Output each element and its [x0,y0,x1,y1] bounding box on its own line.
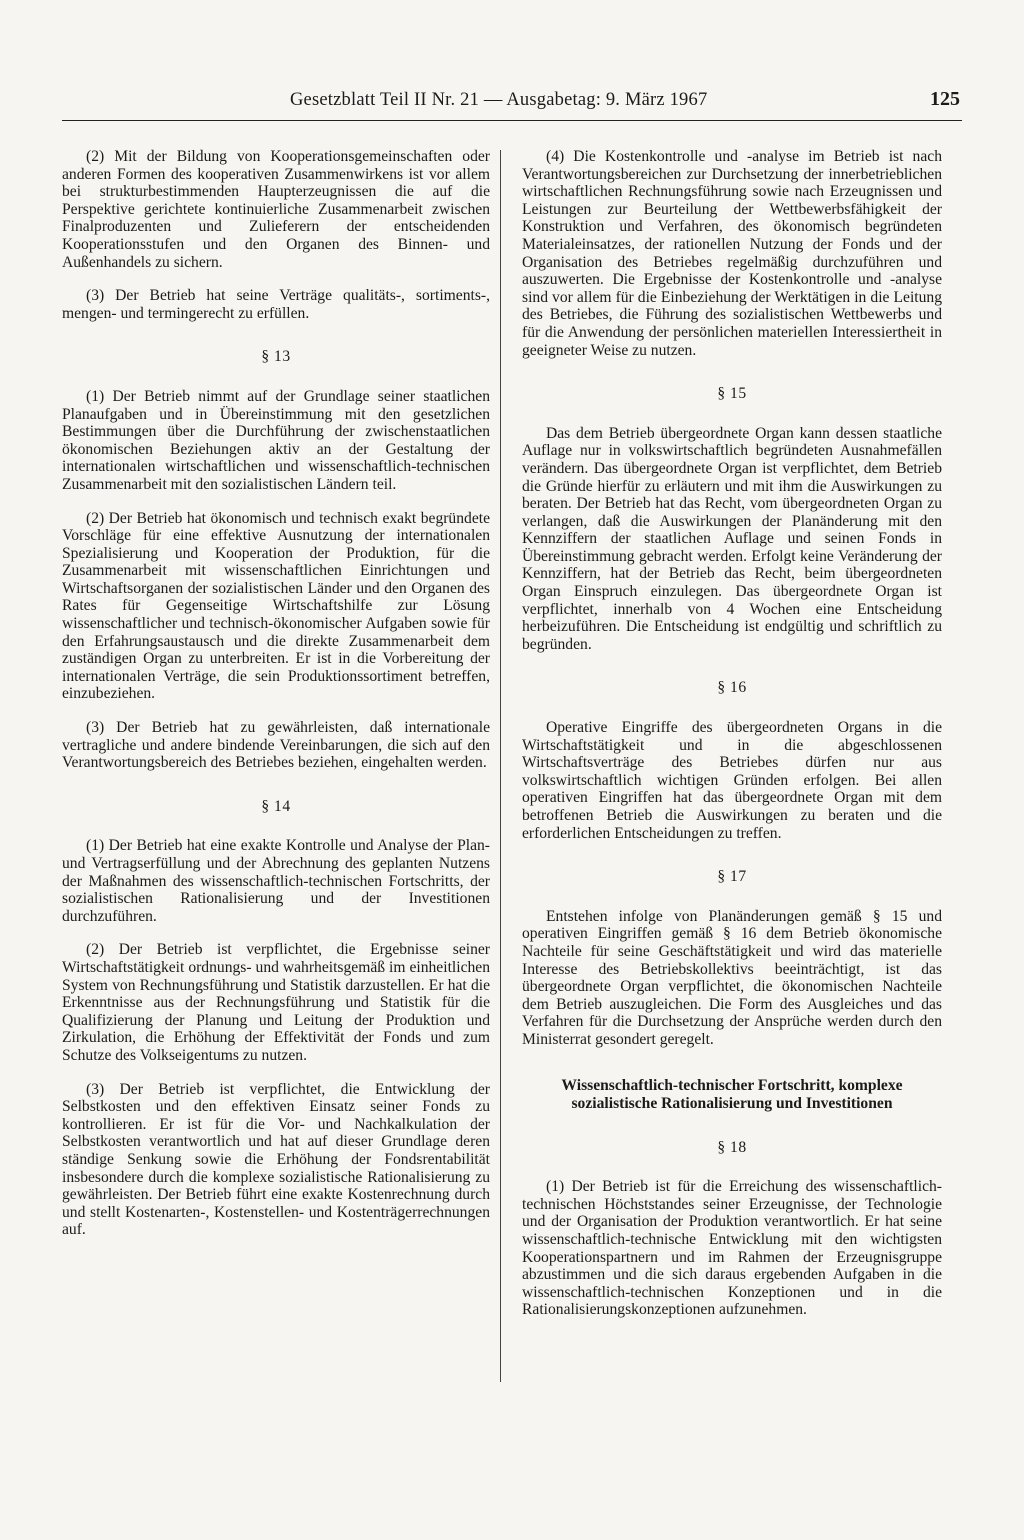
paragraph-14-3: (3) Der Betrieb ist verpflichtet, die Entwicklung der Selbstkosten und den effektiven Einsatz seiner Fonds zu kontrollieren. Er ist für die Vor- und Nachkalkulation der Selbstkosten verantwortlich und hat auf dieser Grundlage deren ständige Senkung sowie die Erhöhung der Fondsrentabilität insbesondere durch die komplexe sozialistische Rationalisierung zu gewährleisten. Der Betrieb führt eine exakte Kostenrechnung durch und stellt Kostenarten-, Kostenstellen- und Kostenträgerrechnungen auf. [62,1080,490,1239]
paragraph-14-4: (4) Die Kostenkontrolle und -analyse im Betrieb ist nach Verantwortungsbereichen zur Durchsetzung der innerbetrieblichen wirtschaftlichen Rechnungsführung sowie nach Erzeugnissen und Leistungen zur Beurteilung der Wettbewerbsfähigkeit der Konstruktion und Verfahren, des ökonomisch begründeten Materialeinsatzes, der rationellen Nutzung der Fonds und der Organisation des Betriebes regelmäßig durchzuführen und auszuwerten. Die Ergebnisse der Kostenkontrolle und -analyse sind vor allem für die Einbeziehung der Werktätigen in die Leitung des Betriebes, die Führung des sozialistischen Wettbewerbs und für die Anwendung der persönlichen materiellen Interessiertheit in geeigneter Weise zu nutzen. [522,148,942,359]
header-title: Gesetzblatt Teil II Nr. 21 — Ausgabetag: 9. März 1967 [290,90,708,110]
paragraph-16: Operative Eingriffe des übergeordneten Organs in die Wirtschaftstätigkeit und in die abgeschlossenen Wirtschaftsverträge des Betriebes dürfen nur aus volkswirtschaftlich wichtigen Gründen erfolgen. Bei allen operativen Eingriffen hat das übergeordnete Organ mit dem betroffenen Betrieb die Auswirkungen zu beraten und die erforderlichen Entscheidungen zu treffen. [522,719,942,842]
section-14-title: § 14 [261,797,291,815]
column-divider [500,150,501,1382]
paragraph-13-3: (3) Der Betrieb hat zu gewährleisten, daß internationale vertragliche und andere bindende Vereinbarungen, die sich auf den Verantwortungsbereich des Betriebes beziehen, eingehalten werden. [62,719,490,772]
chapter-heading-line-2: sozialistische Rationalisierung und Investitionen [571,1094,893,1112]
paragraph-14-1: (1) Der Betrieb hat eine exakte Kontrolle und Analyse der Plan- und Vertragserfüllung und der Abrechnung des geplanten Nutzens der Maßnahmen des wissenschaftlich-technischen Fortschritts, der sozialistischen Rationalisierung und der Investitionen durchzuführen. [62,837,490,925]
page-header [62,86,962,121]
chapter-heading-line-1: Wissenschaftlich-technischer Fortschritt, komplexe [561,1076,903,1094]
chapter-heading [522,1077,942,1113]
section-17-title: § 17 [717,868,747,886]
section-15-title: § 15 [717,385,747,403]
paragraph-18-1: (1) Der Betrieb ist für die Erreichung des wissenschaftlich-technischen Höchststandes seiner Erzeugnisse, der Technologie und der Organisation der Produktion verantwortlich. Er hat seine wissenschaftlich-technische Entwicklung mit den wichtigsten Kooperationspartnern und im Rahmen der Erzeugnisgruppe abzustimmen und die sich daraus ergebenden Aufgaben in die wissenschaftlich-technischen Konzeptionen und in die Rationalisierungskonzeptionen aufzunehmen. [522,1178,942,1319]
paragraph-15: Das dem Betrieb übergeordnete Organ kann dessen staatliche Auflage nur in volkswirtschaftlich begründeten Ausnahmefällen verändern. Das übergeordnete Organ ist verpflichtet, dem Betrieb die Gründe hierfür zu erläutern und mit ihm die Auswirkungen zu beraten. Der Betrieb hat das Recht, vom übergeordneten Organ zu verlangen, daß die Auswirkungen der Planänderung mit den Kennziffern der staatlichen Auflage und seinen Fonds in Übereinstimmung gebracht werden. Erfolgt keine Veränderung der Kennziffern, hat der Betrieb das Recht, beim übergeordneten Organ Einspruch einzulegen. Das übergeordnete Organ ist verpflichtet, innerhalb von 4 Wochen eine Entscheidung herbeizuführen. Die Entscheidung ist endgültig und schriftlich zu begründen. [522,424,942,653]
paragraph-13-1: (1) Der Betrieb nimmt auf der Grundlage seiner staatlichen Planaufgaben und in Übereinstimmung mit den gesetzlichen Bestimmungen über die Durchführung der zwischenstaatlichen ökonomischen Beziehungen aktiv an der Gestaltung der internationalen wirtschaftlichen und wissenschaftlich-technischen Zusammenarbeit mit den sozialistischen Ländern teil. [62,387,490,493]
paragraph-17: Entstehen infolge von Planänderungen gemäß § 15 und operativen Eingriffen gemäß § 16 dem Betrieb ökonomische Nachteile für seine Geschäftstätigkeit und wird das materielle Interesse des Betriebskollektivs beeinträchtigt, ist das übergeordnete Organ verpflichtet, die ökonomischen Nachteile dem Betrieb auszugleichen. Die Form des Ausgleiches und das Verfahren für die Durchsetzung der Ansprüche werden durch den Ministerrat gesondert geregelt. [522,907,942,1048]
section-16-title: § 16 [717,679,747,697]
right-column [522,148,942,1335]
paragraph-14-2: (2) Der Betrieb ist verpflichtet, die Ergebnisse seiner Wirtschaftstätigkeit ordnungs- und wahrheitsgemäß im einheitlichen System von Rechnungsführung und Statistik darzustellen. Er hat die Erkenntnisse aus der Rechnungsführung und Statistik für die Qualifizierung der Planung und Leitung der Produktion und Zirkulation, die Erhöhung der Effektivität der Fonds und zum Schutze des Volkseigentums zu nutzen. [62,941,490,1064]
paragraph-12-3: (3) Der Betrieb hat seine Verträge qualitäts-, sortiments-, mengen- und termingerecht zu erfüllen. [62,287,490,322]
page-number: 125 [930,88,960,110]
section-13-title: § 13 [261,348,291,366]
section-18-title: § 18 [717,1138,747,1156]
paragraph-12-2: (2) Mit der Bildung von Kooperationsgemeinschaften oder anderen Formen des kooperativen Zusammenwirkens ist vor allem bei strukturbestimmenden Haupterzeugnissen die auf die Perspektive gerichtete kontinuierliche Zusammenarbeit zwischen Finalproduzenten und Zulieferern der entscheidenden Kooperationsstufen und den Organen des Binnen- und Außenhandels zu sichern. [62,148,490,271]
paragraph-13-2: (2) Der Betrieb hat ökonomisch und technisch exakt begründete Vorschläge für eine effektive Ausnutzung der internationalen Spezialisierung und Kooperation der Produktion, für die Zusammenarbeit mit wissenschaftlichen Einrichtungen und Wirtschaftsorganen der sozialistischen Länder und den Organen des Rates für Gegenseitige Wirtschaftshilfe zur Lösung wissenschaftlicher und technisch-ökonomischer Aufgaben sowie für den Erfahrungsaustausch und die direkte Zusammenarbeit dem zuständigen Organ zu unterbreiten. Er ist in die Vorbereitung der internationalen Verträge, die sein Produktionssortiment betreffen, einzubeziehen. [62,509,490,703]
left-column [62,148,490,1255]
